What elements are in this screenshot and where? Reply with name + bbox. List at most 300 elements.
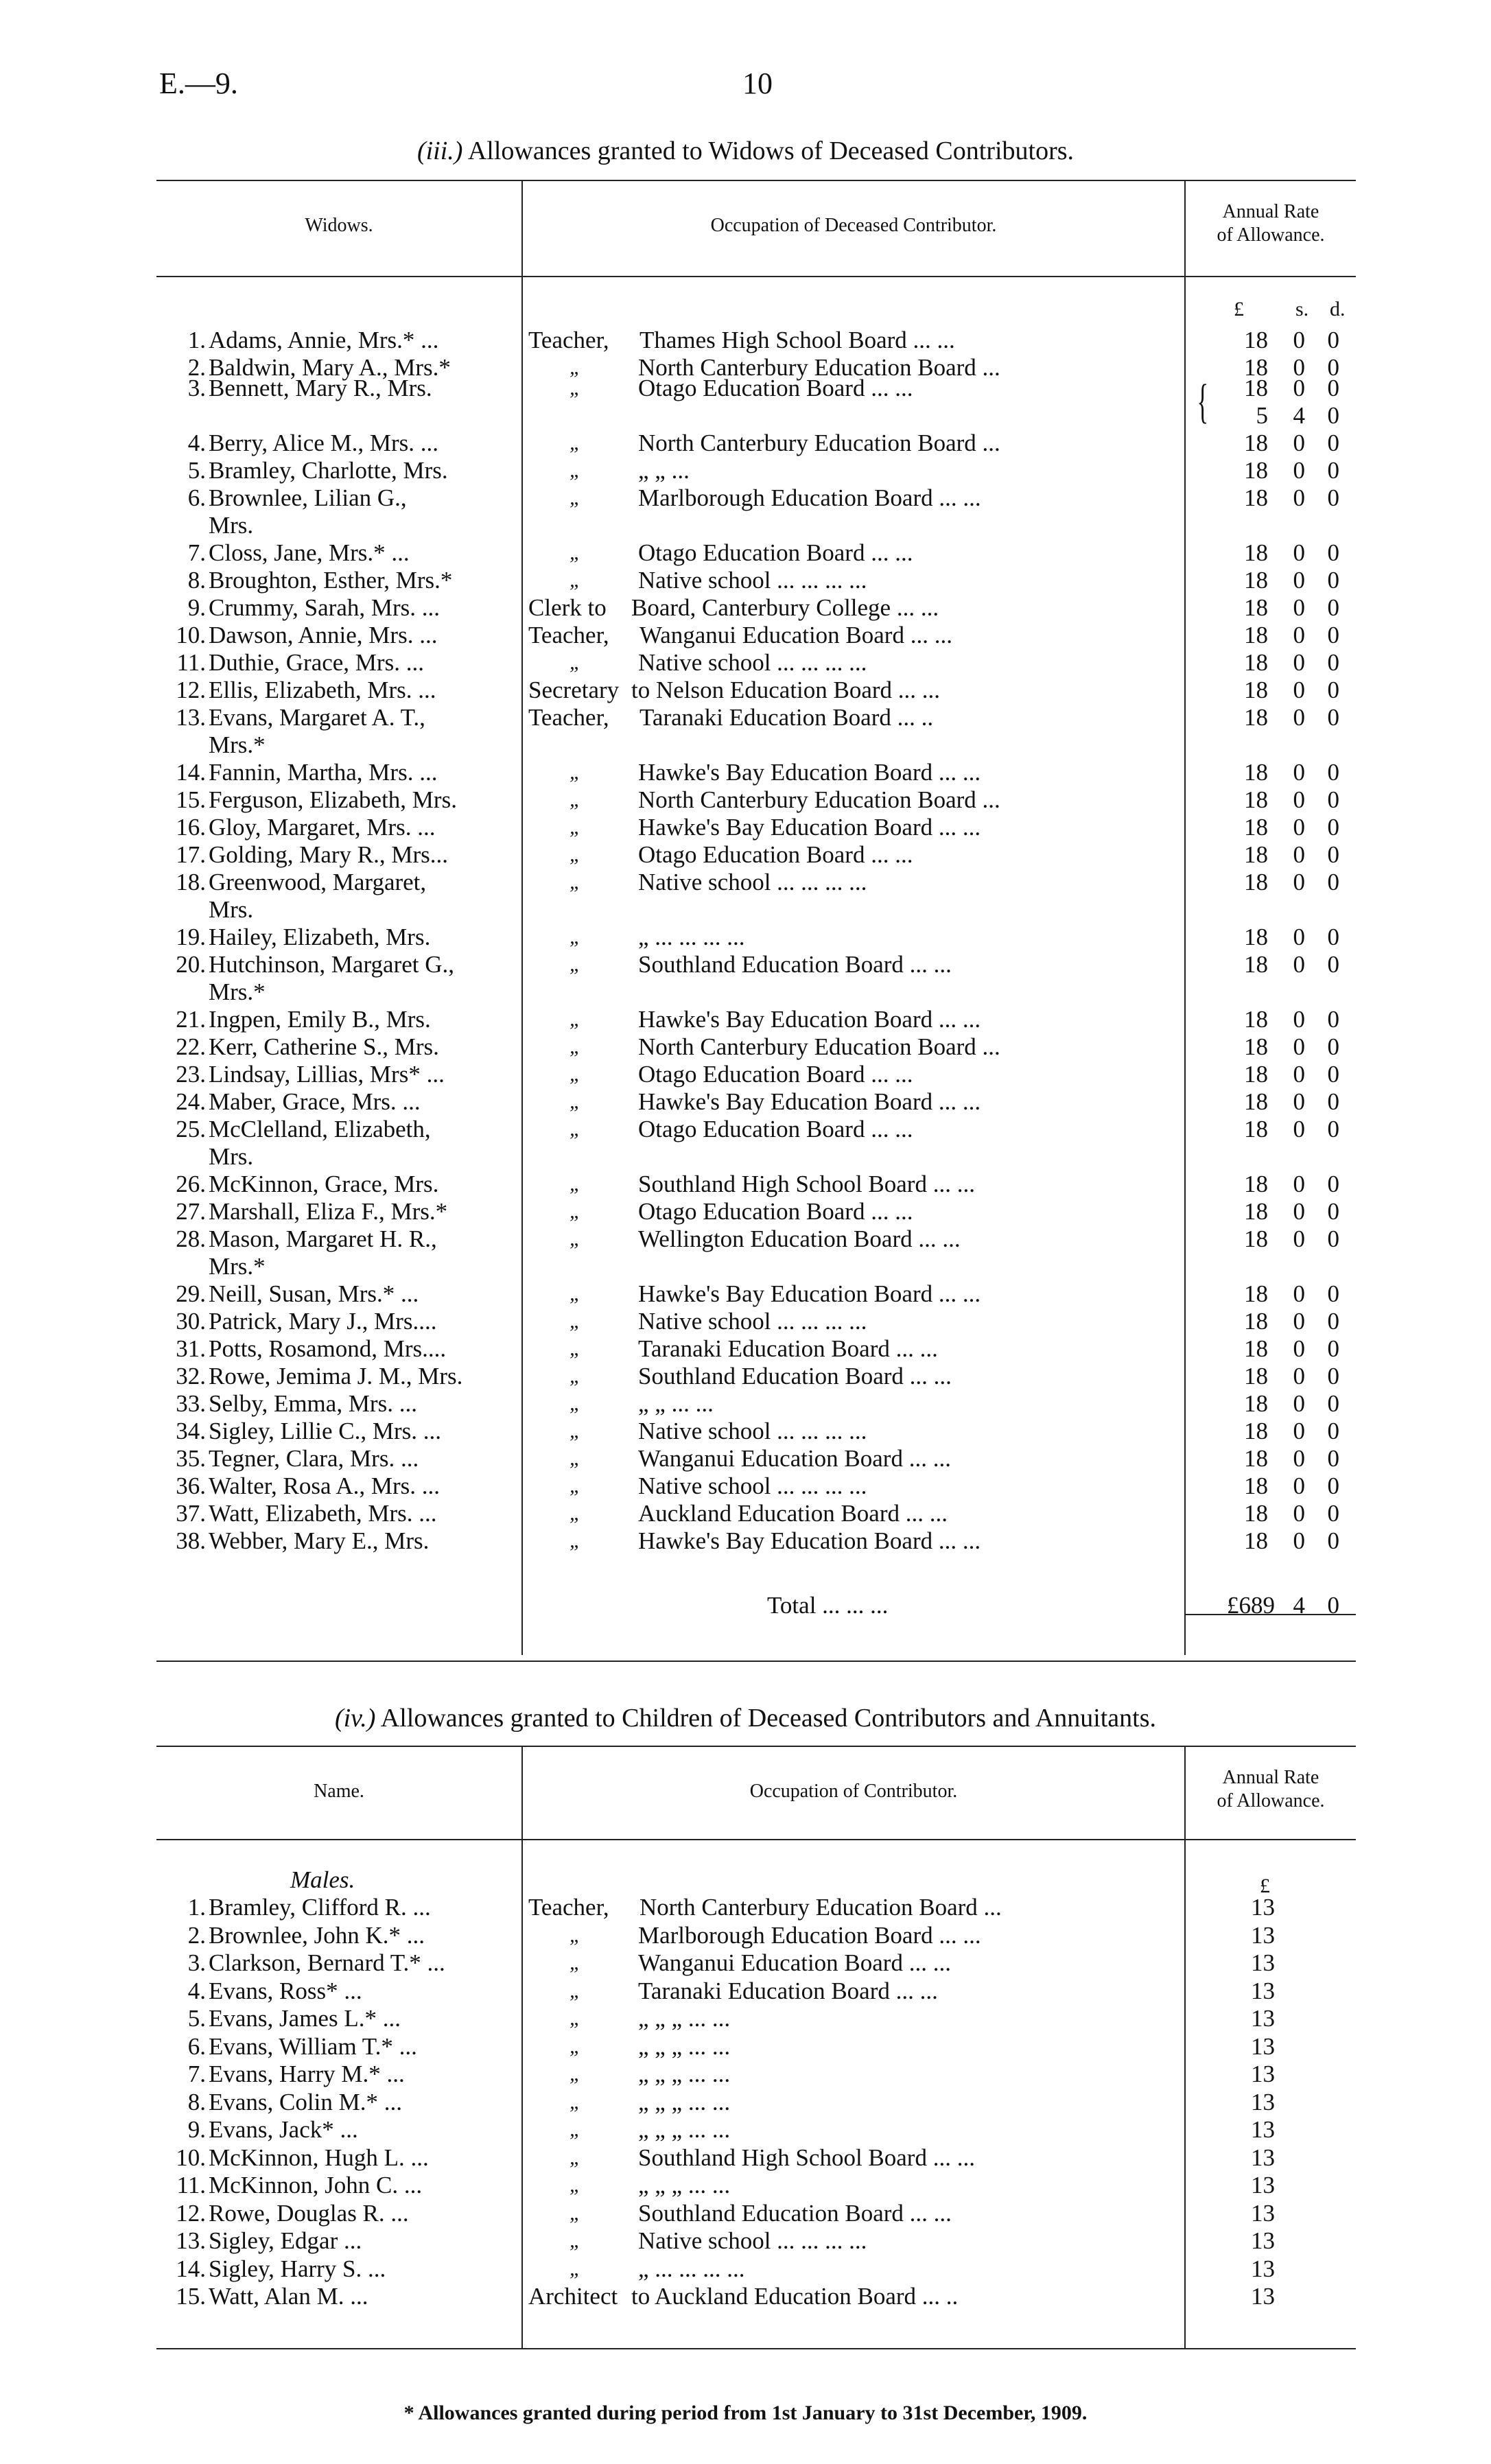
amount-pence: 0 (1327, 354, 1339, 381)
occupation-detail: North Canterbury Education Board ... (638, 354, 1000, 381)
occupation-prefix: „ (570, 953, 581, 976)
row-number: 30. (176, 1308, 206, 1335)
person-name: Gloy, Margaret, Mrs. ... (209, 814, 436, 841)
occupation-prefix: „ (570, 1923, 581, 1947)
person-name-continuation: Mrs.* (209, 978, 266, 1005)
table-row (156, 622, 1356, 649)
amount-pence: 0 (1327, 457, 1339, 484)
row-number: 13. (176, 2227, 206, 2254)
person-name: Sigley, Lillie C., Mrs. ... (209, 1418, 441, 1444)
amount-shillings: 0 (1293, 430, 1305, 456)
amount-pounds: 13 (1251, 1977, 1275, 2004)
occupation-prefix: „ (570, 1310, 581, 1333)
unit-pounds: £ (1260, 1875, 1270, 1897)
amount-pounds: 18 (1244, 1363, 1268, 1389)
person-name: Mason, Margaret H. R., (209, 1225, 437, 1252)
amount-pounds: 13 (1251, 1921, 1275, 1949)
person-name-continuation: Mrs.* (209, 731, 266, 758)
occupation-prefix: „ (570, 843, 581, 866)
amount-shillings: 0 (1293, 951, 1305, 978)
amount-pounds: 13 (1251, 2172, 1275, 2198)
table-row (156, 539, 1356, 567)
occupation-detail: Wanganui Education Board ... ... (638, 1949, 951, 1976)
row-number: 24. (176, 1088, 206, 1115)
person-name: Ellis, Elizabeth, Mrs. ... (209, 677, 436, 703)
row-number: 2. (187, 354, 206, 381)
table-row (156, 2033, 1356, 2061)
amount-shillings: 0 (1293, 1006, 1305, 1033)
occupation-prefix: Teacher, (528, 1894, 609, 1921)
row-number: 4. (187, 1977, 206, 2004)
occupation-prefix: „ (570, 1529, 581, 1552)
person-name: Potts, Rosamond, Mrs.... (209, 1335, 447, 1362)
person-name: Hutchinson, Margaret G., (209, 951, 455, 978)
row-number: 23. (176, 1061, 206, 1088)
amount-pence: 0 (1327, 951, 1339, 978)
row-number: 10. (176, 2144, 206, 2171)
person-name: Greenwood, Margaret, (209, 869, 427, 895)
row-number: 10. (176, 622, 206, 648)
person-name: Evans, James L.* ... (209, 2005, 401, 2032)
person-name: Brownlee, John K.* ... (209, 1921, 425, 1949)
occupation-detail: to Auckland Education Board ... .. (631, 2283, 959, 2310)
amount-pounds: 18 (1244, 704, 1268, 731)
person-name: Dawson, Annie, Mrs. ... (209, 622, 438, 648)
table-row (156, 1949, 1356, 1977)
amount-pounds: 13 (1251, 2283, 1275, 2310)
table-row (156, 1978, 1356, 2005)
amount-pence: 0 (1327, 1198, 1339, 1225)
occupation-prefix: „ (570, 1228, 581, 1250)
amount-pence: 0 (1327, 1061, 1339, 1088)
amount-pounds: 13 (1251, 2088, 1275, 2115)
person-name: Sigley, Edgar ... (209, 2227, 362, 2254)
person-name: Closs, Jane, Mrs.* ... (209, 539, 410, 566)
amount-pence: 0 (1327, 1225, 1339, 1252)
amount-pounds: 18 (1244, 539, 1268, 566)
occupation-prefix: „ (570, 541, 581, 564)
occupation-prefix: „ (570, 2007, 581, 2030)
amount-shillings: 0 (1293, 1472, 1305, 1499)
row-number: 6. (187, 484, 206, 511)
occupation-prefix: „ (570, 1475, 581, 1497)
amount-pence: 0 (1327, 704, 1339, 731)
occupation-detail: „ ... ... ... ... (638, 924, 745, 950)
occupation-prefix: „ (570, 1392, 581, 1415)
table-row (156, 1308, 1356, 1335)
person-name: Evans, Ross* ... (209, 1977, 362, 2004)
occupation-prefix: Teacher, (528, 622, 609, 648)
amount-shillings: 0 (1293, 1225, 1305, 1252)
occupation-detail: Otago Education Board ... ... (638, 1116, 913, 1142)
occupation-detail: Native school ... ... ... ... (638, 2227, 867, 2254)
person-name: Crummy, Sarah, Mrs. ... (209, 594, 441, 621)
person-name: Duthie, Grace, Mrs. ... (209, 649, 424, 676)
table-row (156, 1335, 1356, 1363)
row-number: 12. (176, 2199, 206, 2227)
amount-shillings: 0 (1293, 1198, 1305, 1225)
amount-shillings: 0 (1293, 786, 1305, 813)
amount-pounds: 18 (1244, 759, 1268, 786)
occupation-detail: Taranaki Education Board ... ... (638, 1335, 938, 1362)
occupation-prefix: „ (570, 1337, 581, 1360)
total-label: Total ... ... ... (767, 1592, 889, 1619)
amount-pounds: 18 (1244, 594, 1268, 621)
row-number: 2. (187, 1921, 206, 1949)
occupation-prefix: „ (570, 1365, 581, 1387)
person-name-continuation: Mrs.* (209, 1253, 266, 1280)
occupation-detail: to Nelson Education Board ... ... (631, 677, 941, 703)
person-name: Kerr, Catherine S., Mrs. (209, 1033, 439, 1060)
row-number: 14. (176, 2255, 206, 2282)
occupation-detail: Hawke's Bay Education Board ... ... (638, 814, 981, 841)
amount-pence: 0 (1327, 1472, 1339, 1499)
amount-shillings: 0 (1293, 924, 1305, 950)
occupation-prefix: „ (570, 2118, 581, 2141)
person-name: Clarkson, Bernard T.* ... (209, 1949, 445, 1976)
occupation-detail: Thames High School Board ... ... (639, 327, 955, 353)
col-header-occupation: Occupation of Contributor. (749, 1781, 958, 1802)
total-pounds: £689 (1227, 1592, 1275, 1619)
occupation-detail: Native school ... ... ... ... (638, 649, 867, 676)
person-name: McClelland, Elizabeth, (209, 1116, 431, 1142)
occupation-detail: North Canterbury Education Board ... (638, 786, 1000, 813)
occupation-prefix: „ (570, 377, 581, 399)
occupation-detail: Taranaki Education Board ... ... (638, 1977, 938, 2004)
amount-pence: 0 (1327, 484, 1339, 511)
row-number: 4. (187, 430, 206, 456)
amount-pence: 0 (1327, 1171, 1339, 1197)
occupation-prefix: „ (570, 1035, 581, 1058)
amount-pounds: 13 (1251, 2199, 1275, 2227)
occupation-prefix: „ (570, 1282, 581, 1305)
table-row (156, 924, 1356, 951)
occupation-detail: Auckland Education Board ... ... (638, 1500, 948, 1527)
person-name: McKinnon, Hugh L. ... (209, 2144, 429, 2171)
amount-shillings: 0 (1293, 1390, 1305, 1417)
table-row (156, 1418, 1356, 1445)
row-number: 25. (176, 1116, 206, 1142)
occupation-detail: „ „ ... ... (638, 1390, 714, 1417)
amount-shillings: 0 (1293, 622, 1305, 648)
person-name: Adams, Annie, Mrs.* ... (209, 327, 439, 353)
row-number: 33. (176, 1390, 206, 1417)
table-row (156, 2200, 1356, 2227)
occupation-detail: Otago Education Board ... ... (638, 539, 913, 566)
table-row (156, 457, 1356, 484)
table-row (156, 1500, 1356, 1527)
total-shillings: 4 (1293, 1592, 1305, 1619)
person-name: Neill, Susan, Mrs.* ... (209, 1280, 419, 1307)
person-name: Maber, Grace, Mrs. ... (209, 1088, 421, 1115)
amount-pence: 0 (1327, 1088, 1339, 1115)
table-row (156, 814, 1356, 841)
unit-pence: d. (1330, 298, 1346, 320)
amount-shillings: 0 (1293, 759, 1305, 786)
row-number: 38. (176, 1527, 206, 1554)
amount-shillings: 0 (1293, 1308, 1305, 1335)
table-row-continuation (156, 402, 1356, 430)
table-row (156, 704, 1356, 731)
row-number: 12. (176, 677, 206, 703)
occupation-detail: Native school ... ... ... ... (638, 567, 867, 594)
table-row (156, 2061, 1356, 2088)
amount-pounds: 18 (1244, 1088, 1268, 1115)
amount-pence: 0 (1327, 677, 1339, 703)
table-row (156, 1472, 1356, 1500)
table-row (156, 1171, 1356, 1198)
amount-pence: 0 (1327, 1363, 1339, 1389)
amount-shillings: 0 (1293, 1335, 1305, 1362)
occupation-prefix: „ (570, 1502, 581, 1525)
occupation-prefix: „ (570, 816, 581, 838)
occupation-prefix: „ (570, 2174, 581, 2196)
occupation-prefix: „ (570, 1008, 581, 1031)
table-row (156, 2089, 1356, 2116)
amount-pounds: 18 (1244, 430, 1268, 456)
row-number: 20. (176, 951, 206, 978)
occupation-prefix: „ (570, 2063, 581, 2085)
row-number: 8. (187, 2088, 206, 2115)
row-number: 15. (176, 786, 206, 813)
col-header-name: Name. (314, 1781, 364, 1802)
amount-shillings: 0 (1293, 814, 1305, 841)
occupation-detail: Otago Education Board ... ... (638, 1061, 913, 1088)
row-number: 11. (176, 2172, 206, 2198)
amount-pence: 0 (1327, 402, 1339, 429)
occupation-detail: Native school ... ... ... ... (638, 1472, 867, 1499)
table-top-rule (156, 1746, 1356, 1747)
amount-pence: 0 (1327, 1006, 1339, 1033)
row-number: 9. (187, 594, 206, 621)
occupation-detail: „ „ „ ... ... (638, 2061, 731, 2087)
table-row (156, 2116, 1356, 2144)
row-number: 15. (176, 2283, 206, 2310)
occupation-detail: Board, Canterbury College ... ... (631, 594, 939, 621)
person-name: Evans, Colin M.* ... (209, 2088, 402, 2115)
amount-pence: 0 (1327, 1390, 1339, 1417)
amount-pounds: 13 (1251, 2227, 1275, 2254)
amount-pence: 0 (1327, 1445, 1339, 1472)
amount-pence: 0 (1327, 759, 1339, 786)
amount-shillings: 0 (1293, 1280, 1305, 1307)
amount-pence: 0 (1327, 567, 1339, 594)
table-header-rule (156, 1839, 1356, 1840)
children-section-number: (iv.) (334, 1704, 376, 1733)
occupation-prefix: Secretary (528, 677, 620, 703)
row-number: 16. (176, 814, 206, 841)
col-header-occupation: Occupation of Deceased Contributor. (710, 215, 997, 236)
amount-pence: 0 (1327, 841, 1339, 868)
person-name: Evans, Margaret A. T., (209, 704, 425, 731)
occupation-detail: Hawke's Bay Education Board ... ... (638, 1527, 981, 1554)
children-section-heading: Allowances granted to Children of Deceased Contributors and Annuitants. (380, 1704, 1157, 1733)
page-number: 10 (742, 67, 773, 100)
table-row (156, 869, 1356, 896)
occupation-prefix: „ (570, 1420, 581, 1442)
occupation-detail: Wanganui Education Board ... ... (639, 622, 952, 648)
amount-shillings: 0 (1293, 1116, 1305, 1142)
amount-pounds: 18 (1244, 1445, 1268, 1472)
amount-pounds: 18 (1244, 1171, 1268, 1197)
table-bottom-rule (156, 1661, 1356, 1662)
children-table (156, 1746, 1356, 2349)
table-top-rule (156, 180, 1356, 181)
amount-pounds: 18 (1244, 1116, 1268, 1142)
amount-pounds: 18 (1244, 567, 1268, 594)
occupation-prefix: „ (570, 2257, 581, 2280)
occupation-detail: Southland High School Board ... ... (638, 2144, 975, 2171)
amount-pounds: 18 (1244, 1308, 1268, 1335)
row-number: 3. (187, 375, 206, 401)
row-number: 1. (187, 1894, 206, 1921)
amount-shillings: 0 (1293, 1527, 1305, 1554)
table-row (156, 327, 1356, 354)
row-number: 9. (187, 2116, 206, 2143)
occupation-detail: Hawke's Bay Education Board ... ... (638, 1280, 981, 1307)
occupation-detail: Wellington Education Board ... ... (638, 1225, 961, 1252)
person-name: Webber, Mary E., Mrs. (209, 1527, 430, 1554)
amount-pounds: 13 (1251, 1894, 1275, 1921)
occupation-detail: „ „ „ ... ... (638, 2116, 731, 2143)
row-number: 37. (176, 1500, 206, 1527)
amount-pounds: 18 (1244, 869, 1268, 895)
amount-pence: 0 (1327, 430, 1339, 456)
amount-pence: 0 (1327, 869, 1339, 895)
person-name: Marshall, Eliza F., Mrs.* (209, 1198, 448, 1225)
occupation-prefix: „ (570, 761, 581, 784)
table-row (156, 375, 1356, 402)
occupation-prefix: „ (570, 1063, 581, 1086)
row-number: 14. (176, 759, 206, 786)
amount-shillings: 0 (1293, 567, 1305, 594)
amount-pence: 0 (1327, 594, 1339, 621)
row-number: 19. (176, 924, 206, 950)
occupation-prefix: Teacher, (528, 327, 609, 353)
row-number: 5. (187, 457, 206, 484)
row-number: 32. (176, 1363, 206, 1389)
widows-table (156, 180, 1356, 1662)
widows-section-heading: Allowances granted to Widows of Deceased Contributors. (467, 137, 1075, 165)
amount-pounds: 18 (1244, 1198, 1268, 1225)
row-number: 22. (176, 1033, 206, 1060)
occupation-prefix: „ (570, 1173, 581, 1195)
amount-pence: 0 (1327, 1116, 1339, 1142)
table-row (156, 567, 1356, 594)
person-name-continuation: Mrs. (209, 1143, 254, 1170)
row-number: 35. (176, 1445, 206, 1472)
total-pence: 0 (1327, 1592, 1339, 1619)
table-row (156, 594, 1356, 622)
amount-pounds: 18 (1244, 649, 1268, 676)
occupation-detail: Otago Education Board ... ... (638, 375, 913, 401)
amount-shillings: 4 (1293, 402, 1305, 429)
occupation-detail: Marlborough Education Board ... ... (638, 1921, 981, 1949)
footnote: * Allowances granted during period from 1st January to 31st December, 1909. (403, 2402, 1088, 2424)
amount-pounds: 13 (1251, 1949, 1275, 1976)
occupation-detail: „ „ ... (638, 457, 690, 484)
occupation-prefix: „ (570, 1090, 581, 1113)
row-number: 8. (187, 567, 206, 594)
occupation-prefix: „ (570, 1447, 581, 1470)
children-section-title (0, 1703, 1491, 1733)
amount-pounds: 13 (1251, 2255, 1275, 2282)
occupation-prefix: Clerk to (528, 594, 607, 621)
amount-pounds: 18 (1244, 327, 1268, 353)
amount-shillings: 0 (1293, 1061, 1305, 1088)
row-number: 28. (176, 1225, 206, 1252)
occupation-prefix: „ (570, 1979, 581, 2002)
amount-pence: 0 (1327, 622, 1339, 648)
row-number: 31. (176, 1335, 206, 1362)
person-name: Evans, Harry M.* ... (209, 2061, 405, 2087)
amount-pounds: 18 (1244, 1390, 1268, 1417)
person-name: Watt, Alan M. ... (209, 2283, 368, 2310)
row-number: 1. (187, 327, 206, 353)
widows-section-number: (iii.) (416, 137, 463, 165)
person-name: Rowe, Jemima J. M., Mrs. (209, 1363, 463, 1389)
row-number: 3. (187, 1949, 206, 1976)
amount-shillings: 0 (1293, 841, 1305, 868)
table-row (156, 759, 1356, 786)
occupation-prefix: „ (570, 569, 581, 591)
occupation-detail: North Canterbury Education Board ... (638, 1033, 1000, 1060)
table-row (156, 2172, 1356, 2199)
row-number: 7. (187, 2061, 206, 2087)
amount-pence: 0 (1327, 1280, 1339, 1307)
occupation-detail: Marlborough Education Board ... ... (638, 484, 981, 511)
table-row (156, 1445, 1356, 1472)
occupation-detail: Hawke's Bay Education Board ... ... (638, 1088, 981, 1115)
table-row (156, 951, 1356, 978)
amount-shillings: 0 (1293, 649, 1305, 676)
occupation-prefix: „ (570, 2090, 581, 2113)
amount-shillings: 0 (1293, 1445, 1305, 1472)
amount-pounds: 13 (1251, 2061, 1275, 2087)
amount-pounds: 18 (1244, 786, 1268, 813)
row-number: 13. (176, 704, 206, 731)
occupation-detail: Hawke's Bay Education Board ... ... (638, 1006, 981, 1033)
occupation-detail: North Canterbury Education Board ... (638, 430, 1000, 456)
amount-pence: 0 (1327, 1033, 1339, 1060)
person-name-continuation: Mrs. (209, 512, 254, 539)
table-row (156, 841, 1356, 869)
occupation-prefix: „ (570, 1951, 581, 1974)
table-row (156, 430, 1356, 457)
occupation-detail: Southland Education Board ... ... (638, 1363, 952, 1389)
occupation-detail: Native school ... ... ... ... (638, 869, 867, 895)
amount-pence: 0 (1327, 327, 1339, 353)
person-name: Bramley, Clifford R. ... (209, 1894, 431, 1921)
row-number: 17. (176, 841, 206, 868)
occupation-detail: Southland Education Board ... ... (638, 951, 952, 978)
amount-pence: 0 (1327, 786, 1339, 813)
table-row (156, 1390, 1356, 1418)
unit-shillings: s. (1295, 298, 1309, 320)
amount-pounds: 18 (1244, 841, 1268, 868)
row-number: 18. (176, 869, 206, 895)
person-name: Lindsay, Lillias, Mrs* ... (209, 1061, 445, 1088)
amount-pounds: 18 (1244, 1061, 1268, 1088)
row-number: 11. (176, 649, 206, 676)
bracket-mark: { (1197, 375, 1209, 428)
person-name: Golding, Mary R., Mrs... (209, 841, 449, 868)
person-name: Bennett, Mary R., Mrs. (209, 375, 432, 401)
amount-pounds: 18 (1244, 677, 1268, 703)
amount-shillings: 0 (1293, 1500, 1305, 1527)
occupation-prefix: „ (570, 432, 581, 454)
amount-pounds: 18 (1244, 1527, 1268, 1554)
